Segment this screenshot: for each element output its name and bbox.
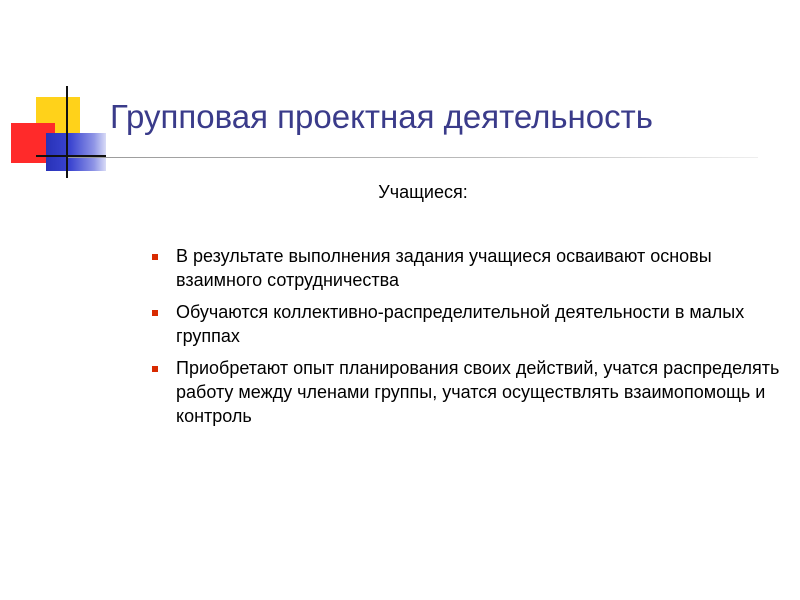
slide-title: Групповая проектная деятельность: [110, 98, 653, 135]
bullet-item: [150, 300, 780, 348]
bullet-item: [150, 244, 780, 292]
square-bullet-icon: [152, 310, 158, 316]
slide-subtitle: Учащиеся:: [378, 182, 468, 202]
bullet-text: В результате выполнения задания учащиеся осваивают основы взаимного сотрудничества: [176, 246, 712, 290]
bullet-text: Обучаются коллективно-распределительной деятельности в малых группах: [176, 302, 745, 346]
blue-gradient-square: [46, 133, 106, 171]
bullet-text: Приобретают опыт планирования своих действий, учатся распределять работу между членами группы, учатся осуществлять взаимопомощь и контроль: [176, 358, 780, 426]
square-bullet-icon: [152, 254, 158, 260]
bullet-item: [150, 356, 780, 428]
square-bullet-icon: [152, 366, 158, 372]
vertical-line: [66, 86, 68, 178]
title-divider: [68, 157, 758, 158]
decorative-squares-logo: [0, 0, 120, 190]
bullet-list: [150, 244, 780, 436]
